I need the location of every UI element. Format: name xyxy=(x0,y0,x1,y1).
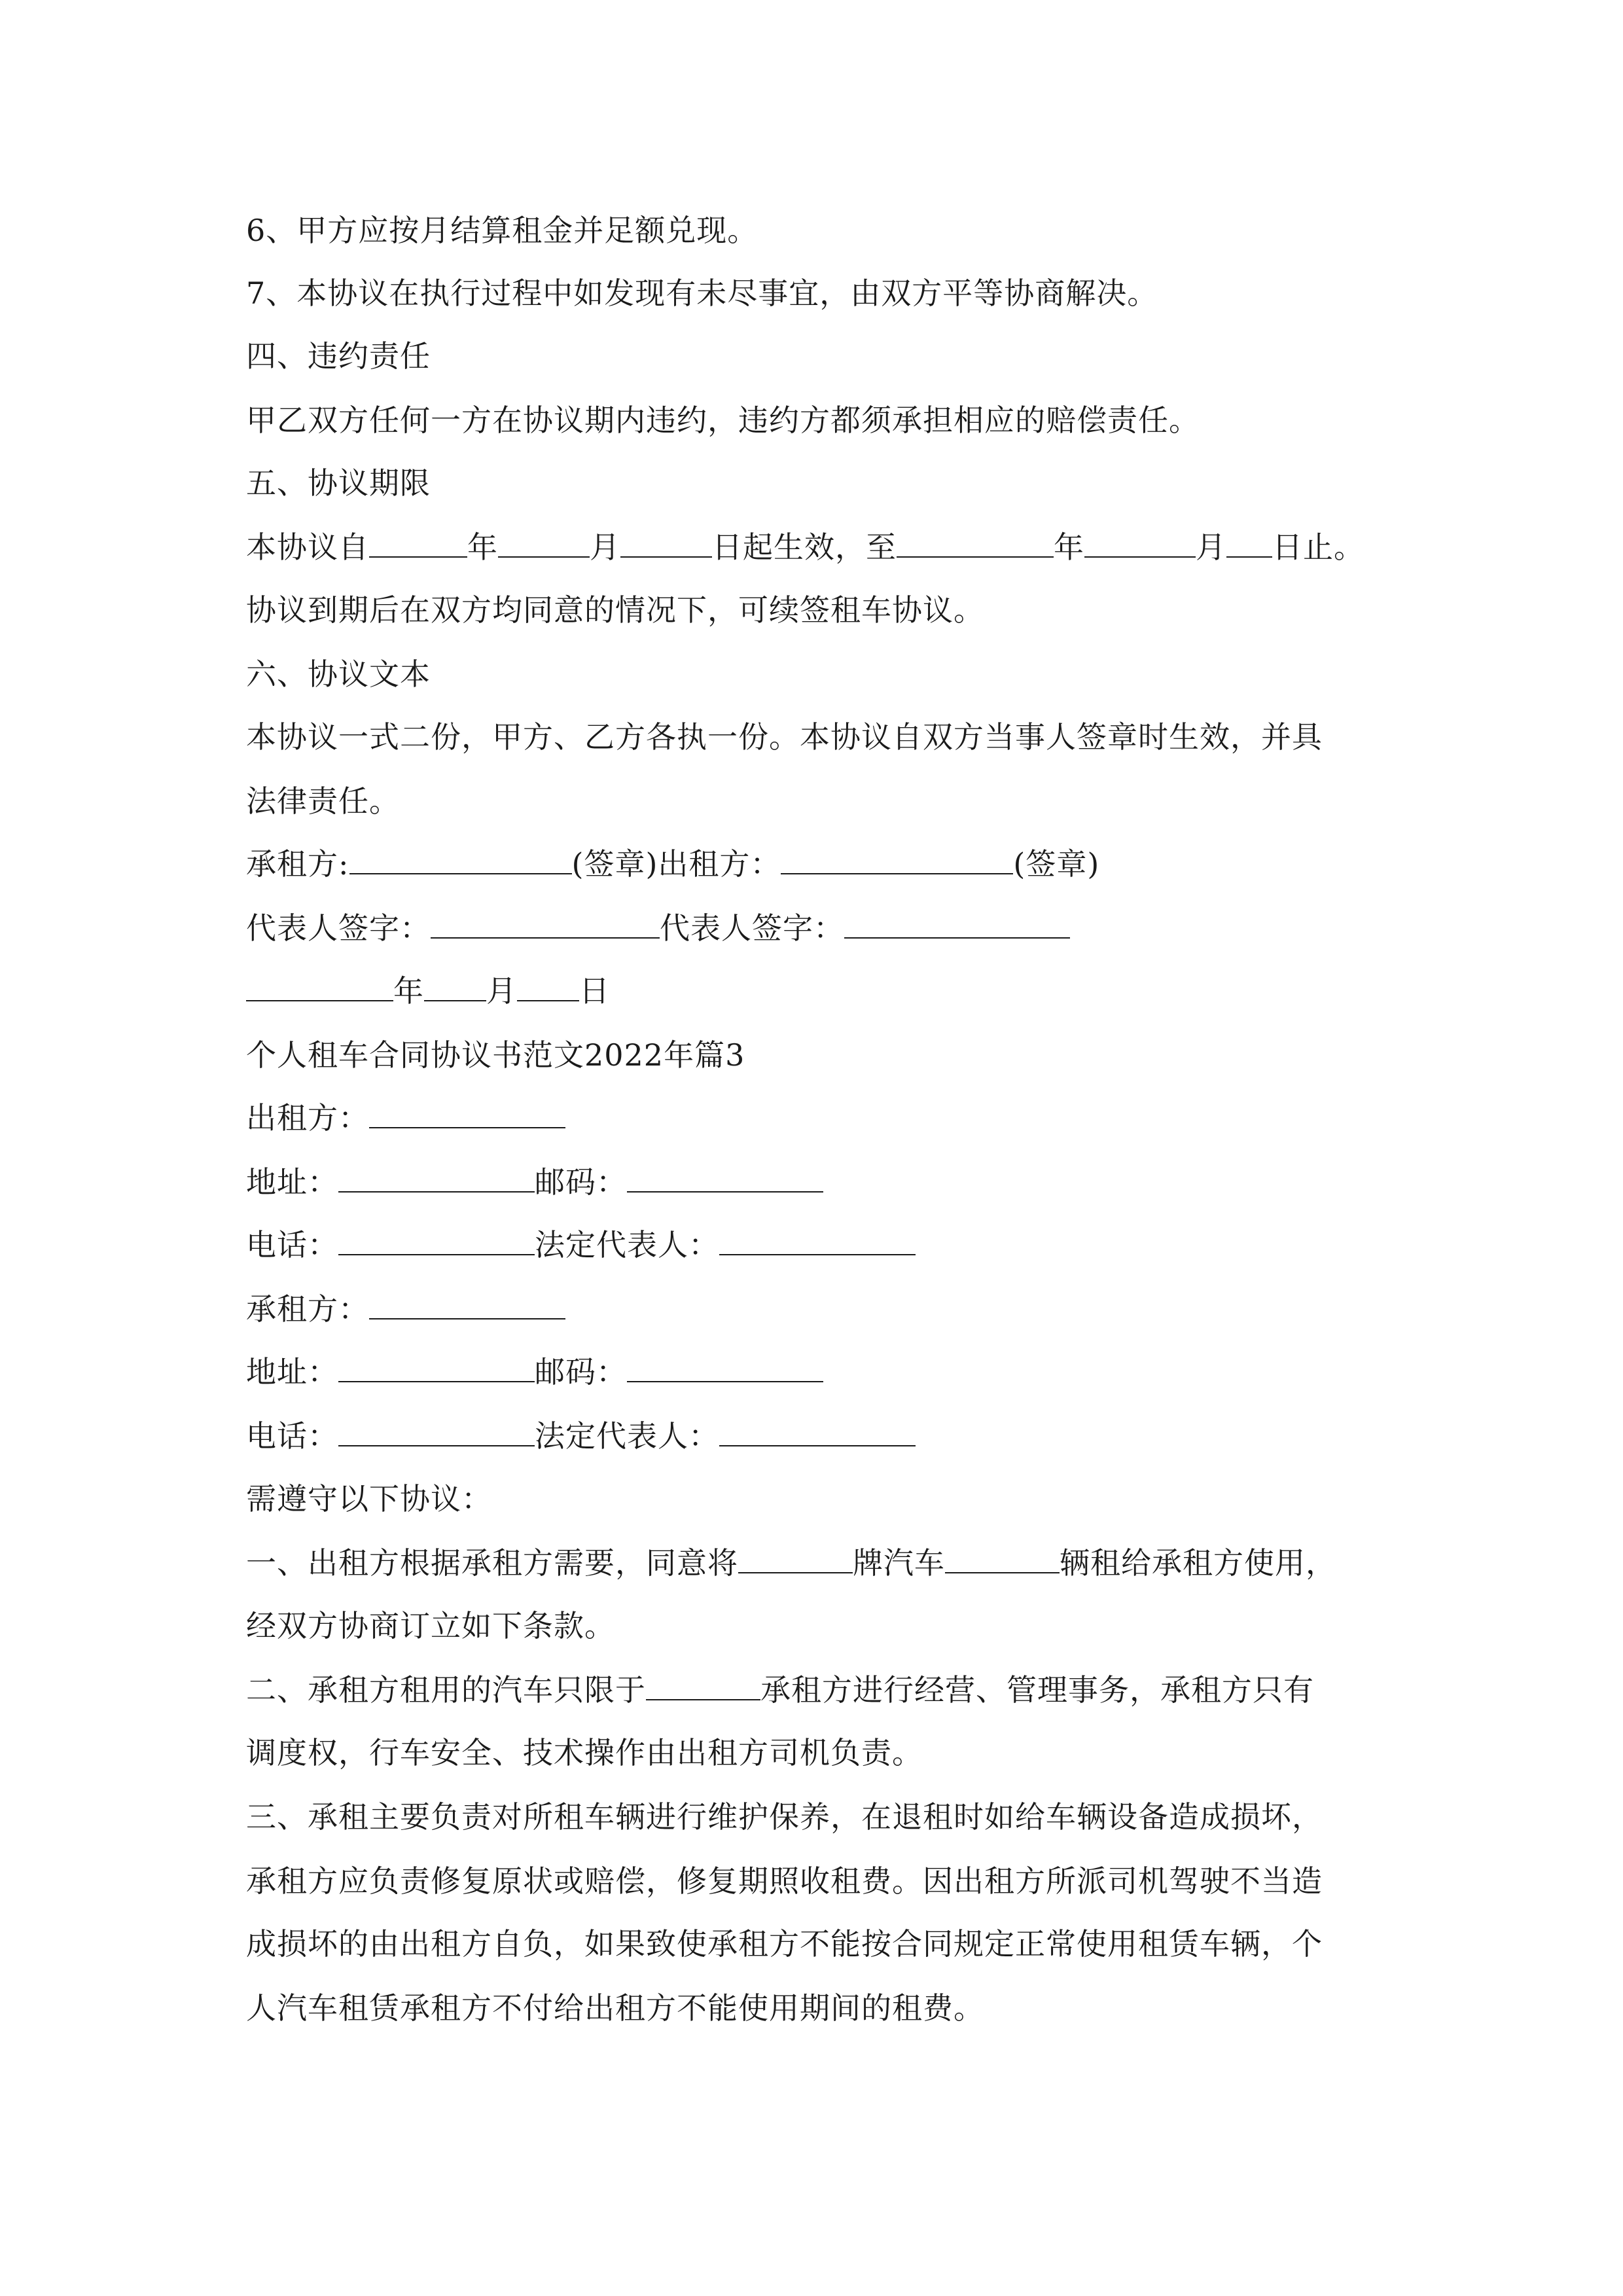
seal-lessor-label: (签章)出租方： xyxy=(571,846,781,882)
lessor-phone-line xyxy=(246,1227,1385,1263)
term-renew: 协议到期后在双方均同意的情况下，可续签租车协议。 xyxy=(246,592,984,628)
rep-sign-blank-1[interactable] xyxy=(431,910,660,939)
car-plate-blank[interactable] xyxy=(738,1545,853,1573)
end-month-blank[interactable] xyxy=(1084,529,1196,558)
lessor-line xyxy=(246,1100,1385,1136)
representative-line xyxy=(246,910,1385,946)
section-6-text-1: 本协议一式二份，甲方、乙方各执一份。本协议自双方当事人签章时生效，并具 xyxy=(246,719,1323,755)
lessor-phone-blank[interactable] xyxy=(338,1227,535,1255)
term-month1: 月 xyxy=(590,529,620,565)
rep-label-1: 代表人签字： xyxy=(246,910,431,946)
clause-3-line-1: 三、承租主要负责对所租车辆进行维护保养，在退租时如给车辆设备造成损坏， xyxy=(246,1799,1323,1835)
lessor-address-label: 地址： xyxy=(246,1164,338,1200)
item-6: 6、甲方应按月结算租金并足额兑现。 xyxy=(246,213,758,248)
lessee-address-blank[interactable] xyxy=(338,1354,535,1382)
date-year-blank[interactable] xyxy=(246,973,393,1001)
clause-2-part-a: 二、承租方租用的汽车只限于 xyxy=(246,1672,646,1708)
rep-label-2: 代表人签字： xyxy=(660,910,844,946)
date-month-blank[interactable] xyxy=(424,973,486,1001)
section-4-text: 甲乙双方任何一方在协议期内违约，违约方都须承担相应的赔偿责任。 xyxy=(246,403,1200,438)
start-day-blank[interactable] xyxy=(620,529,712,558)
lessee-phone-blank[interactable] xyxy=(338,1418,535,1446)
term-prefix: 本协议自 xyxy=(246,529,369,565)
lessee-line xyxy=(246,1291,1385,1327)
start-month-blank[interactable] xyxy=(498,529,590,558)
lessor-phone-label: 电话： xyxy=(246,1227,338,1263)
lessee-legal-rep-blank[interactable] xyxy=(719,1418,916,1446)
clause-1-part-b: 牌汽车 xyxy=(853,1545,945,1581)
lessee-address-line xyxy=(246,1354,1385,1390)
seal-label: (签章) xyxy=(1013,846,1100,882)
date-year: 年 xyxy=(393,973,424,1009)
lessee-legal-rep-label: 法定代表人： xyxy=(535,1418,719,1454)
clause-3-line-3: 成损坏的由出租方自负，如果致使承租方不能按合同规定正常使用租赁车辆，个 xyxy=(246,1926,1323,1962)
section-4-title: 四、违约责任 xyxy=(246,338,431,374)
start-year-blank[interactable] xyxy=(369,529,467,558)
item-7: 7、本协议在执行过程中如发现有未尽事宜，由双方平等协商解决。 xyxy=(246,276,1158,311)
date-day: 日 xyxy=(579,973,610,1009)
clause-1-line-1 xyxy=(246,1545,1385,1581)
lessor-address-blank[interactable] xyxy=(338,1164,535,1193)
date-line xyxy=(246,973,1385,1009)
clause-1-part-a: 一、出租方根据承租方需要，同意将 xyxy=(246,1545,738,1581)
usage-scope-blank[interactable] xyxy=(646,1672,760,1700)
agreement-intro: 需遵守以下协议： xyxy=(246,1481,492,1516)
lessor-legal-rep-label: 法定代表人： xyxy=(535,1227,719,1263)
lessee-postcode-blank[interactable] xyxy=(627,1354,823,1382)
template-3-title: 个人租车合同协议书范文2022年篇3 xyxy=(246,1037,745,1073)
clause-2-part-b: 承租方进行经营、管理事务，承租方只有 xyxy=(760,1672,1314,1708)
lessee-sign-blank[interactable] xyxy=(349,846,572,874)
lessor-sign-blank[interactable] xyxy=(781,846,1013,874)
clause-1-part-c: 辆租给承租方使用， xyxy=(1060,1545,1336,1581)
section-6-title: 六、协议文本 xyxy=(246,656,431,692)
section-5-title: 五、协议期限 xyxy=(246,465,431,501)
date-month: 月 xyxy=(486,973,517,1009)
clause-1-line-2: 经双方协商订立如下条款。 xyxy=(246,1608,615,1643)
lessee-sign-label: 承租方: xyxy=(246,846,349,882)
lessor-postcode-label: 邮码： xyxy=(535,1164,627,1200)
clause-2-line-2: 调度权，行车安全、技术操作由出租方司机负责。 xyxy=(246,1735,923,1770)
term-day2: 日止。 xyxy=(1272,529,1364,565)
end-year-blank[interactable] xyxy=(897,529,1054,558)
lessee-address-label: 地址： xyxy=(246,1354,338,1390)
lessee-label: 承租方： xyxy=(246,1291,369,1327)
car-count-blank[interactable] xyxy=(945,1545,1060,1573)
lessor-address-line xyxy=(246,1164,1385,1200)
lessee-postcode-label: 邮码： xyxy=(535,1354,627,1390)
lessee-blank[interactable] xyxy=(369,1291,565,1319)
lessor-legal-rep-blank[interactable] xyxy=(719,1227,916,1255)
clause-2-line-1 xyxy=(246,1672,1385,1708)
date-day-blank[interactable] xyxy=(517,973,579,1001)
rep-sign-blank-2[interactable] xyxy=(844,910,1070,939)
clause-3-line-2: 承租方应负责修复原状或赔偿，修复期照收租费。因出租方所派司机驾驶不当造 xyxy=(246,1863,1323,1899)
lessee-phone-label: 电话： xyxy=(246,1418,338,1454)
term-year2: 年 xyxy=(1054,529,1084,565)
signature-line xyxy=(246,846,1385,882)
lessor-blank[interactable] xyxy=(369,1100,565,1128)
term-year1: 年 xyxy=(467,529,498,565)
term-month2: 月 xyxy=(1196,529,1226,565)
lessee-phone-line xyxy=(246,1418,1385,1454)
term-line xyxy=(246,529,1385,565)
end-day-blank[interactable] xyxy=(1226,529,1272,558)
lessor-label: 出租方： xyxy=(246,1100,369,1136)
clause-3-line-4: 人汽车租赁承租方不付给出租方不能使用期间的租费。 xyxy=(246,1990,984,2026)
lessor-postcode-blank[interactable] xyxy=(627,1164,823,1193)
term-day1: 日起生效，至 xyxy=(712,529,897,565)
section-6-text-2: 法律责任。 xyxy=(246,783,400,819)
